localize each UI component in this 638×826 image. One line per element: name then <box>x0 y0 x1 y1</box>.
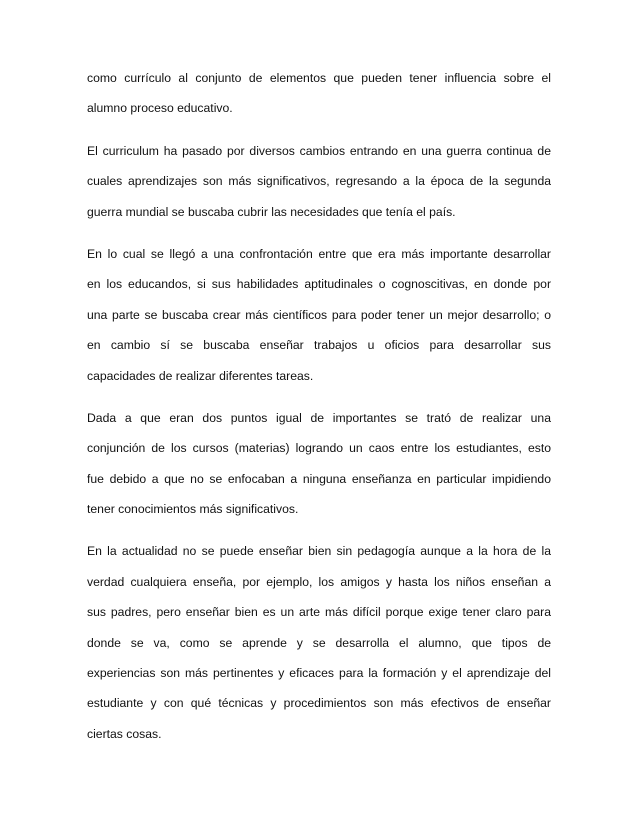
text-line: estudiante y con qué técnicas y procedimientos son más efectivos de enseñar <box>87 696 551 711</box>
text-line: tener conocimientos más significativos. <box>87 502 299 517</box>
text-line: experiencias son más pertinentes y eficaces para la formación y el aprendizaje del <box>87 666 551 681</box>
text-line: una parte se buscaba crear más científicos para poder tener un mejor desarrollo; o <box>87 307 551 322</box>
text-line: El curriculum ha pasado por diversos cambios entrando en una guerra continua de <box>87 143 551 158</box>
text-line: en los educandos, si sus habilidades aptitudinales o cognoscitivas, en donde por <box>87 277 551 292</box>
text-line: ciertas cosas. <box>87 726 162 741</box>
text-line: alumno proceso educativo. <box>87 101 233 116</box>
text-line: fue debido a que no se enfocaban a ninguna enseñanza en particular impidiendo <box>87 471 551 486</box>
paragraph-5 <box>87 536 551 749</box>
text-line: En la actualidad no se puede enseñar bien sin pedagogía aunque a la hora de la <box>87 544 551 559</box>
text-line: sus padres, pero enseñar bien es un arte más difícil porque exige tener claro para <box>87 605 551 620</box>
text-line: donde se va, como se aprende y se desarrolla el alumno, que tipos de <box>87 635 551 650</box>
text-line: como currículo al conjunto de elementos que pueden tener influencia sobre el <box>87 71 551 85</box>
text-line: en cambio sí se buscaba enseñar trabajos u oficios para desarrollar sus <box>87 338 551 353</box>
text-line: conjunción de los cursos (materias) logrando un caos entre los estudiantes, esto <box>87 441 551 456</box>
paragraph-3 <box>87 239 551 391</box>
paragraph-2 <box>87 136 551 227</box>
body-text <box>87 63 551 761</box>
paragraph-1 <box>87 63 551 124</box>
text-line: verdad cualquiera enseña, por ejemplo, los amigos y hasta los niños enseñan a <box>87 574 551 589</box>
text-line: guerra mundial se buscaba cubrir las necesidades que tenía el país. <box>87 204 456 219</box>
text-line: capacidades de realizar diferentes tareas. <box>87 368 314 383</box>
paragraph-4 <box>87 403 551 525</box>
text-line: Dada a que eran dos puntos igual de importantes se trató de realizar una <box>87 410 551 425</box>
text-line: cuales aprendizajes son más significativos, regresando a la época de la segunda <box>87 174 551 189</box>
text-line: En lo cual se llegó a una confrontación entre que era más importante desarrollar <box>87 246 551 261</box>
